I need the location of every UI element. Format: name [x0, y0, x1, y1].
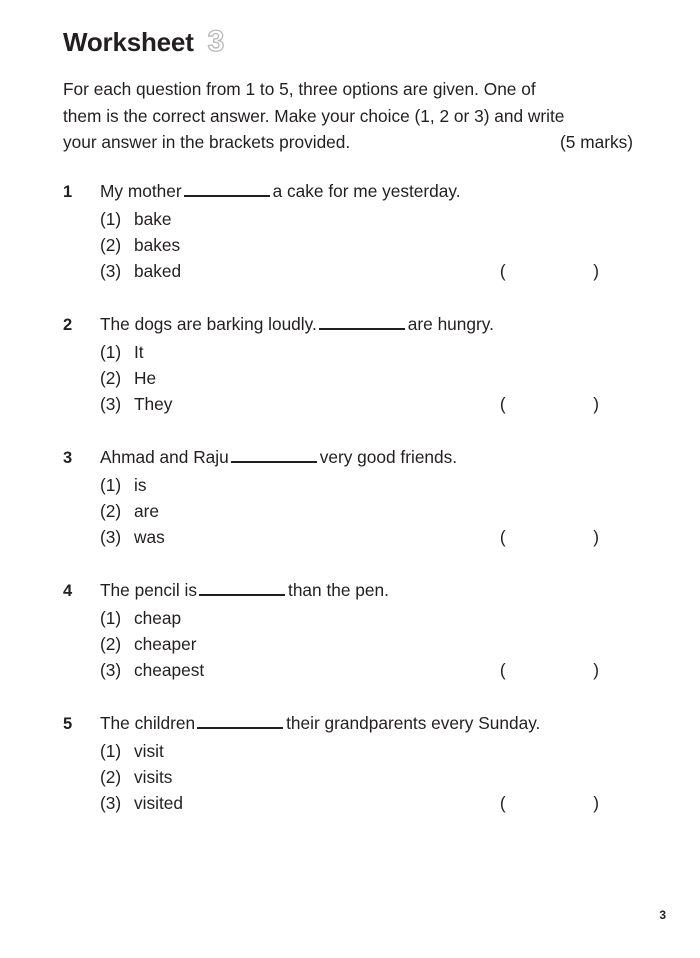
- option-label: baked: [134, 261, 182, 281]
- instructions-line-2: them is the correct answer. Make your choice (1, 2 or 3) and write: [63, 105, 565, 126]
- answer-bracket[interactable]: ( ): [499, 261, 625, 281]
- question-text-before-blank: My mother: [100, 181, 182, 201]
- question-text: [100, 444, 637, 470]
- option-key: (1): [100, 608, 122, 628]
- question-number: 4: [63, 582, 73, 600]
- question-number: 2: [63, 316, 73, 334]
- option-key: (3): [100, 261, 122, 281]
- questions-list: [63, 178, 637, 816]
- question-text-after-blank: very good friends.: [319, 447, 458, 467]
- option-label: They: [134, 394, 173, 414]
- option-item[interactable]: [63, 232, 637, 258]
- question-text-before-blank: The children: [100, 713, 196, 733]
- question-prompt: [63, 311, 637, 338]
- page-title: [63, 27, 224, 57]
- option-item[interactable]: [63, 206, 637, 232]
- question-text-after-blank: a cake for me yesterday.: [272, 181, 461, 201]
- option-item[interactable]: [63, 472, 637, 498]
- option-label: was: [134, 527, 165, 547]
- option-label: He: [134, 368, 157, 388]
- option-label: bakes: [134, 235, 181, 255]
- page-title-text: Worksheet: [63, 27, 194, 57]
- option-label: cheapest: [134, 660, 205, 680]
- answer-blank[interactable]: [197, 713, 283, 729]
- option-label: cheap: [134, 608, 182, 628]
- question-prompt: [63, 178, 637, 205]
- option-label: visit: [134, 741, 164, 761]
- option-key: (3): [100, 394, 122, 414]
- question-number: 5: [63, 715, 73, 733]
- question-text: [100, 710, 637, 736]
- question-block: [63, 710, 637, 816]
- option-label: are: [134, 501, 159, 521]
- question-text-after-blank: their grandparents every Sunday.: [286, 713, 541, 733]
- option-label: bake: [134, 209, 172, 229]
- question-text-after-blank: are hungry.: [407, 314, 494, 334]
- answer-bracket[interactable]: ( ): [499, 793, 625, 813]
- question-text: [100, 577, 637, 603]
- answer-bracket[interactable]: ( ): [499, 527, 625, 547]
- worksheet-number: 3: [207, 25, 225, 58]
- option-key: (2): [100, 634, 122, 654]
- answer-blank[interactable]: [199, 580, 285, 596]
- option-item[interactable]: [63, 605, 637, 631]
- question-text-before-blank: Ahmad and Raju: [100, 447, 229, 467]
- option-label: is: [134, 475, 147, 495]
- question-text: [100, 311, 637, 337]
- option-key: (1): [100, 741, 122, 761]
- option-item[interactable]: [63, 738, 637, 764]
- question-text-before-blank: The dogs are barking loudly.: [100, 314, 317, 334]
- question-block: [63, 311, 637, 417]
- question-block: [63, 444, 637, 550]
- question-number: 3: [63, 449, 73, 467]
- option-label: It: [134, 342, 144, 362]
- option-key: (2): [100, 501, 122, 521]
- question-prompt: [63, 444, 637, 471]
- question-text: [100, 178, 637, 204]
- option-item[interactable]: [63, 339, 637, 365]
- option-item[interactable]: [63, 764, 637, 790]
- marks-label: (5 marks): [560, 132, 633, 152]
- option-key: (3): [100, 527, 122, 547]
- option-item[interactable]: [63, 365, 637, 391]
- option-key: (1): [100, 209, 122, 229]
- option-key: (2): [100, 235, 122, 255]
- option-key: (2): [100, 368, 122, 388]
- answer-blank[interactable]: [319, 314, 405, 330]
- instructions-line-1: For each question from 1 to 5, three options are given. One of: [63, 79, 536, 99]
- option-item[interactable]: [63, 631, 637, 657]
- option-item[interactable]: [63, 498, 637, 524]
- option-key: (1): [100, 342, 122, 362]
- question-prompt: [63, 710, 637, 737]
- option-key: (2): [100, 767, 122, 787]
- option-label: visits: [134, 767, 173, 787]
- question-block: [63, 178, 637, 284]
- answer-bracket[interactable]: ( ): [499, 394, 625, 414]
- question-text-before-blank: The pencil is: [100, 580, 198, 600]
- question-text-after-blank: than the pen.: [288, 580, 389, 600]
- instructions-line-3-text: your answer in the brackets provided.: [63, 132, 351, 152]
- instructions-block: [63, 76, 633, 156]
- instructions-line-3: [63, 129, 633, 156]
- page-number: 3: [659, 908, 666, 922]
- option-key: (3): [100, 660, 122, 680]
- option-label: cheaper: [134, 634, 197, 654]
- question-block: [63, 577, 637, 683]
- answer-bracket[interactable]: ( ): [499, 660, 625, 680]
- question-prompt: [63, 577, 637, 604]
- question-number: 1: [63, 183, 73, 201]
- answer-blank[interactable]: [184, 181, 270, 197]
- option-key: (1): [100, 475, 122, 495]
- answer-blank[interactable]: [231, 447, 317, 463]
- option-key: (3): [100, 793, 122, 813]
- option-label: visited: [134, 793, 183, 813]
